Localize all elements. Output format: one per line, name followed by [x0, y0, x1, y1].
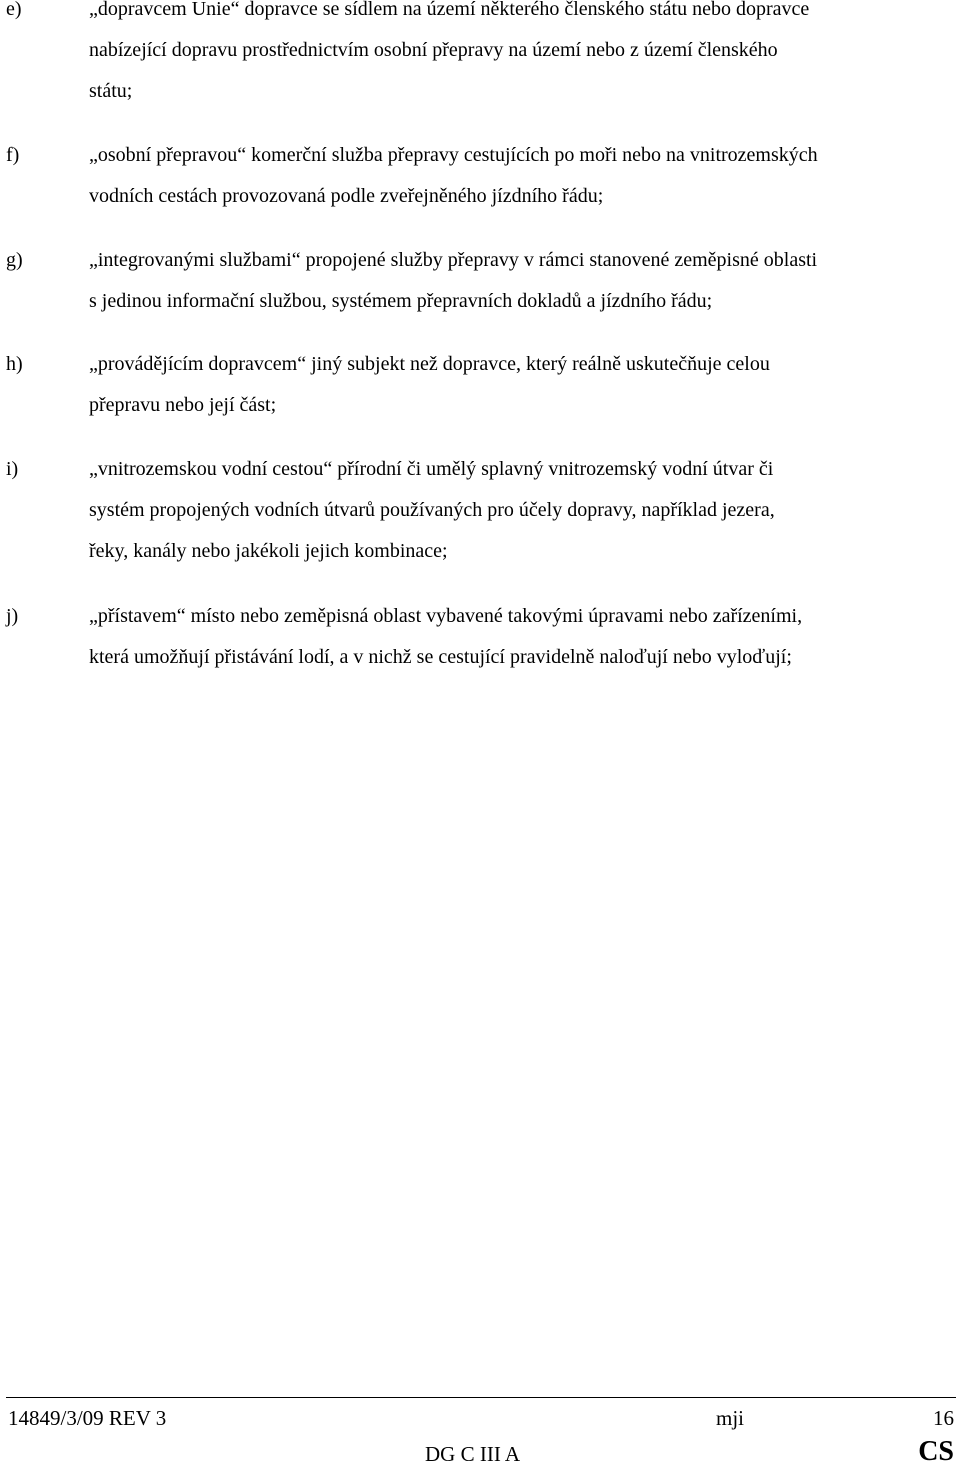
footer-page-number: 16: [933, 1406, 954, 1430]
item-text: [89, 0, 955, 112]
text-line: která umožňují přistávání lodí, a v nichž se cestující pravidelně naloďují nebo vyloďují;: [89, 646, 792, 668]
footer-department: DG C III A: [425, 1442, 521, 1466]
item-text: [89, 135, 955, 217]
footer-divider: [6, 1397, 956, 1398]
item-text: [89, 449, 955, 572]
item-letter: i): [6, 458, 19, 480]
footer-document-ref: 14849/3/09 REV 3: [8, 1406, 167, 1430]
footer-initials: mji: [716, 1406, 745, 1430]
item-text: [89, 344, 955, 426]
text-line: „dopravcem Unie“ dopravce se sídlem na území některého členského státu nebo dopravce: [89, 0, 810, 20]
text-line: řeky, kanály nebo jakékoli jejich kombinace;: [89, 540, 448, 562]
item-letter: g): [6, 249, 23, 271]
text-line: s jedinou informační službou, systémem přepravních dokladů a jízdního řádu;: [89, 290, 713, 312]
footer-language-code: CS: [918, 1436, 954, 1467]
item-text: [89, 240, 955, 322]
item-letter: f): [6, 144, 20, 166]
text-line: systém propojených vodních útvarů používaných pro účely dopravy, například jezera,: [89, 499, 775, 521]
item-letter: h): [6, 353, 23, 375]
text-line: „integrovanými službami“ propojené služby přepravy v rámci stanovené zeměpisné oblasti: [89, 249, 818, 271]
text-line: „osobní přepravou“ komerční služba přepravy cestujících po moři nebo na vnitrozemských: [89, 144, 818, 166]
text-line: nabízející dopravu prostřednictvím osobní přepravy na území nebo z území členského: [89, 39, 778, 61]
text-line: „provádějícím dopravcem“ jiný subjekt než dopravce, který reálně uskutečňuje celou: [89, 353, 770, 375]
item-letter: e): [6, 0, 22, 20]
text-line: „přístavem“ místo nebo zeměpisná oblast vybavené takovými úpravami nebo zařízeními,: [89, 605, 803, 627]
item-letter: j): [6, 605, 19, 627]
text-line: státu;: [89, 80, 133, 102]
text-line: přepravu nebo její část;: [89, 394, 277, 416]
text-line: „vnitrozemskou vodní cestou“ přírodní či umělý splavný vnitrozemský vodní útvar či: [89, 458, 774, 480]
item-text: [89, 596, 955, 678]
text-line: vodních cestách provozovaná podle zveřejněného jízdního řádu;: [89, 185, 604, 207]
